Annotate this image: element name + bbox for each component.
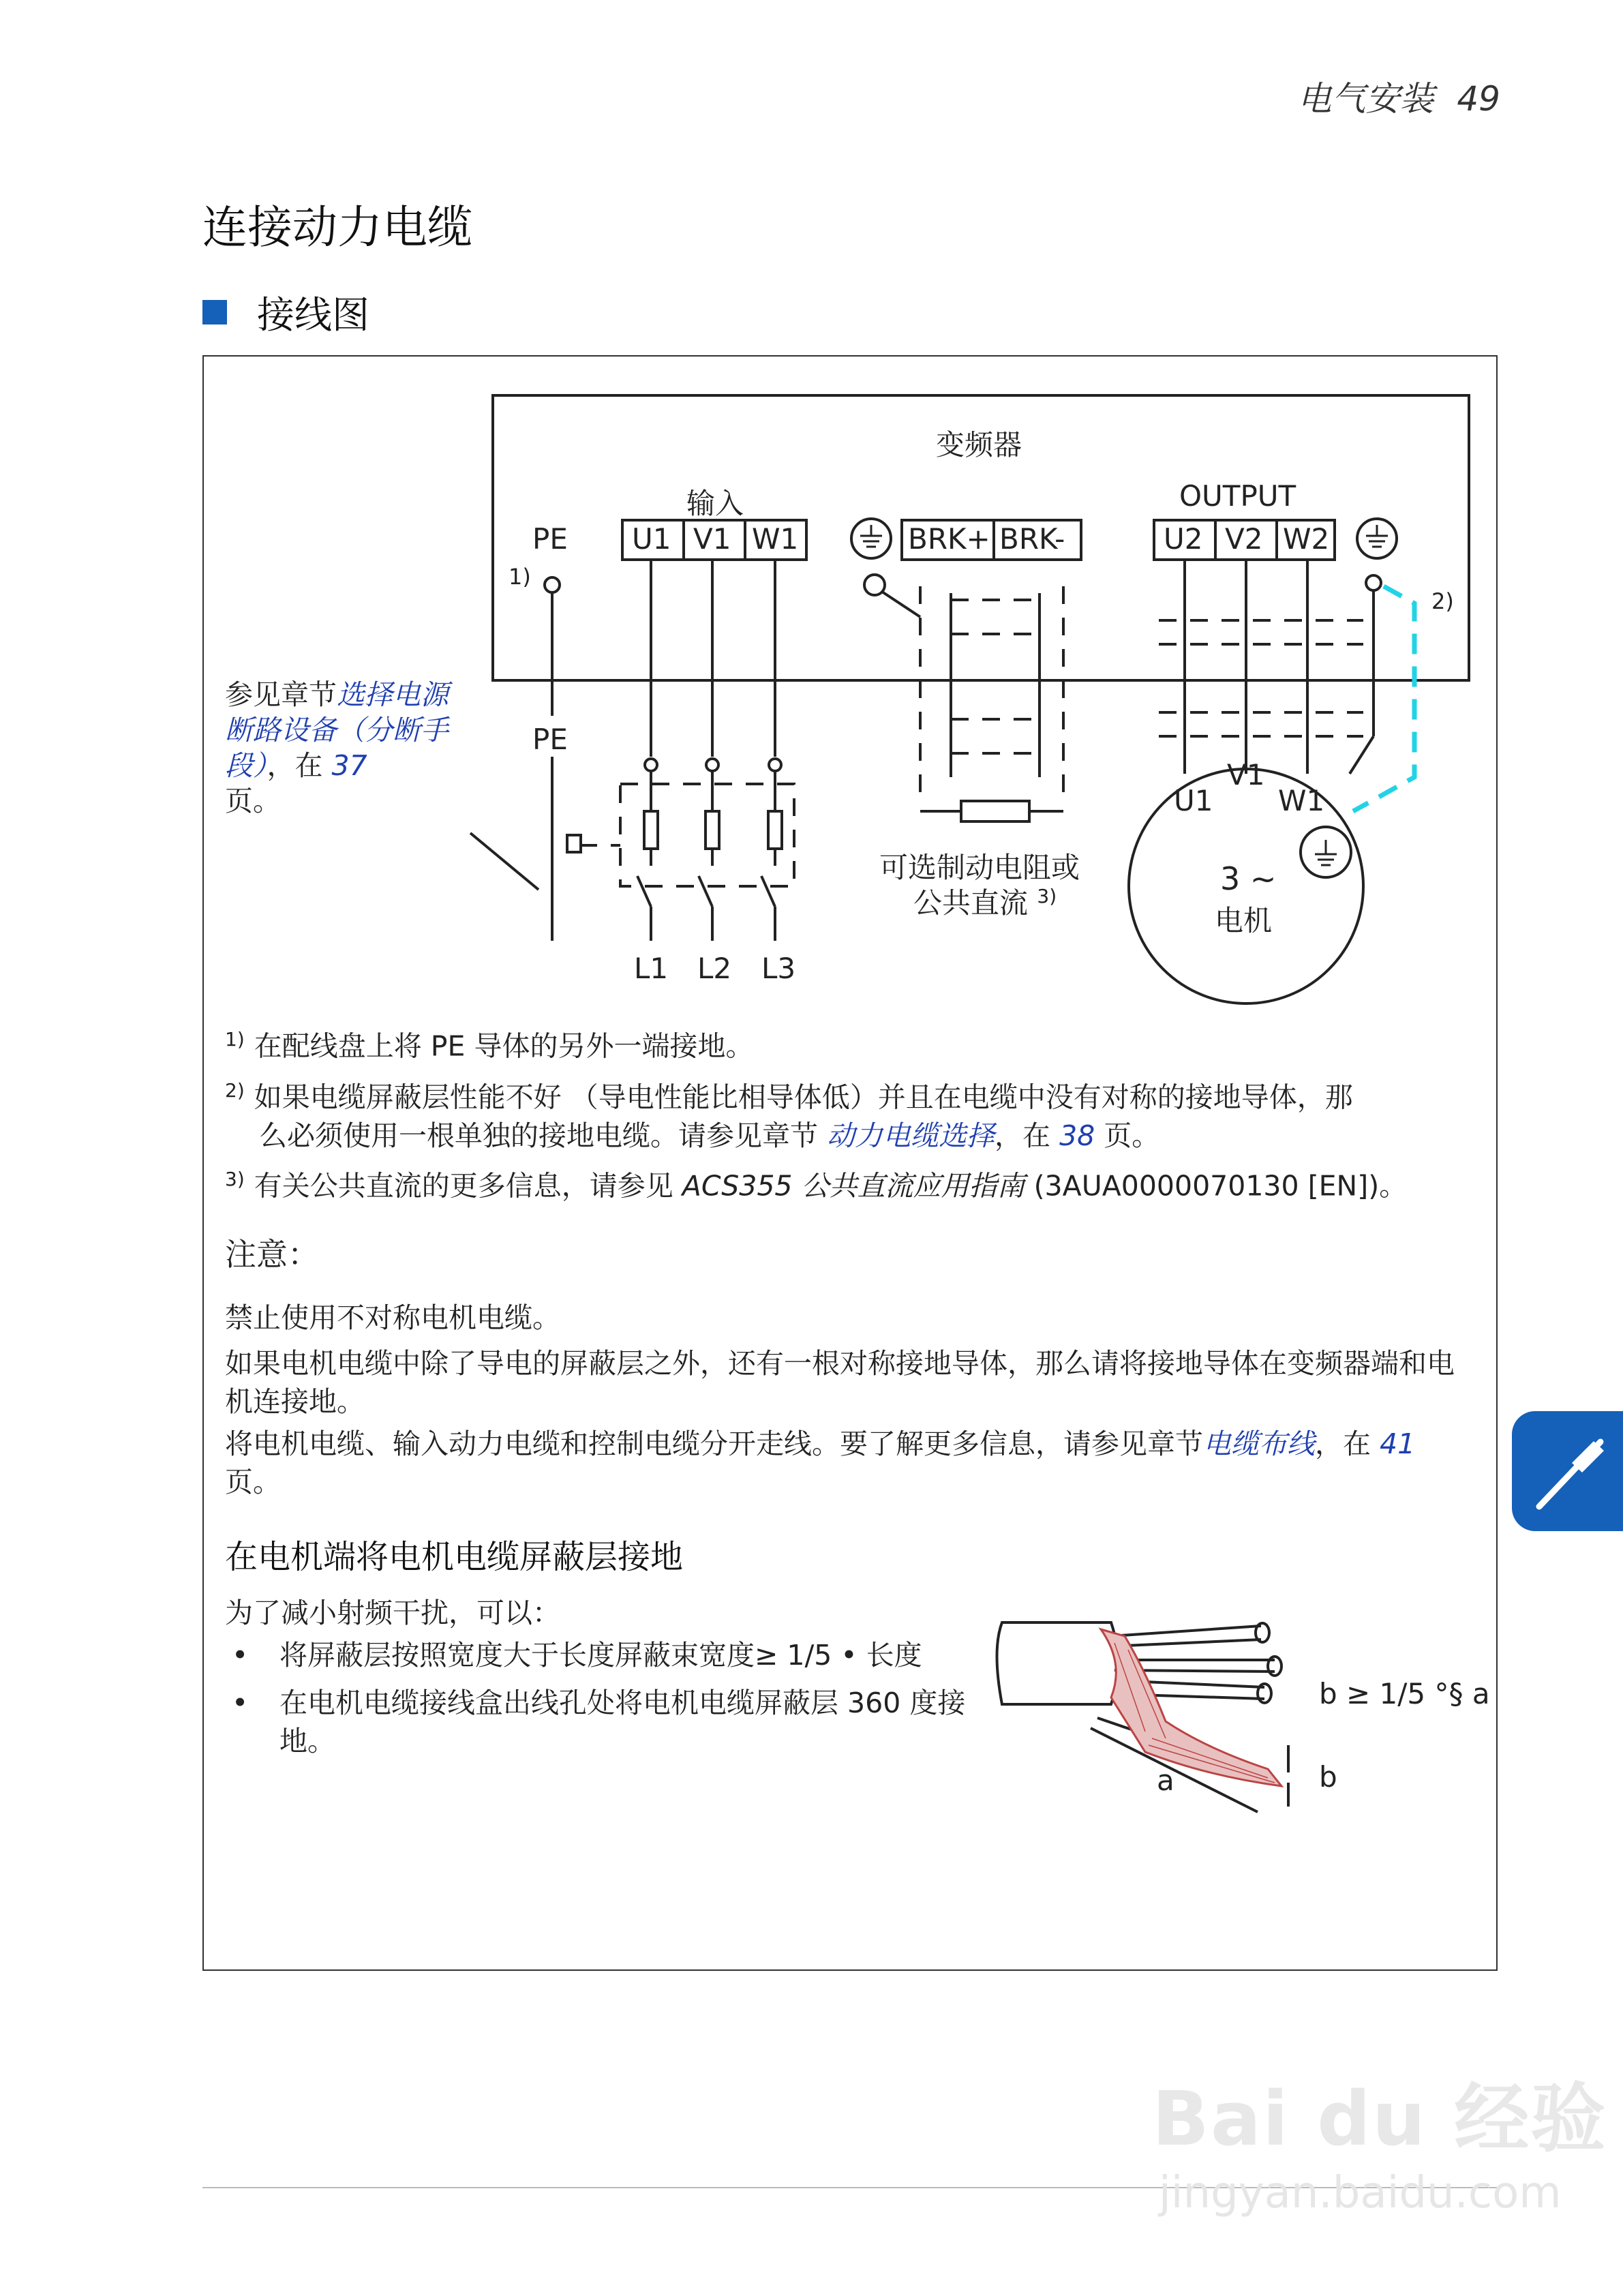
terminal-u2: U2 xyxy=(1164,522,1203,556)
terminal-v2: V2 xyxy=(1225,522,1263,556)
brake-caption-2: 公共直流 $^{3)}$ xyxy=(913,885,1057,920)
note-p2: 如果电机电缆中除了导电的屏蔽层之外，还有一根对称接地导体，那么请将接地导体在变频器端和电机连接地。 xyxy=(225,1347,1455,1418)
terminal-w1: W1 xyxy=(752,522,799,556)
motor-label: 电机 xyxy=(1215,904,1273,937)
note2-marker: 2) xyxy=(1431,588,1454,614)
figure-label-b: b xyxy=(1319,1760,1337,1794)
footnote-1: $^{1)}$ 在配线盘上将 PE 导体的另外一端接地。 xyxy=(225,1028,754,1063)
note-heading: 注意： xyxy=(225,1236,319,1273)
cable-shield-figure xyxy=(988,1595,1479,1841)
link-page-38[interactable]: 38 xyxy=(1059,1119,1095,1152)
watermark-url: jingyan.baidu.com xyxy=(1159,2168,1562,2218)
link-power-cable-selection[interactable]: 动力电缆选择 xyxy=(827,1119,995,1152)
header-section: 电气安装 xyxy=(1297,79,1434,119)
output-label: OUTPUT xyxy=(1179,479,1296,513)
brake-caption-1: 可选制动电阻或 xyxy=(879,851,1080,884)
wiring-diagram xyxy=(0,0,1623,1023)
motor-terminal-u1: U1 xyxy=(1174,784,1213,817)
page-number: 49 xyxy=(1457,79,1500,119)
terminal-v1: V1 xyxy=(693,522,731,556)
screwdriver-icon xyxy=(1512,1411,1623,1531)
link-page-41[interactable]: 41 xyxy=(1380,1428,1416,1460)
subsection-intro: 为了减小射频干扰，可以： xyxy=(225,1597,560,1629)
terminal-brk-plus: BRK+ xyxy=(908,522,990,556)
bullet-item-2: • 在电机电缆接线盒出线孔处将电机电缆屏蔽层 360 度接地。 xyxy=(232,1687,966,1757)
link-page-37[interactable]: 37 xyxy=(331,749,367,782)
link-disconnect-device[interactable]: 选择电源断路设备（分断手段） xyxy=(225,678,449,782)
line-l2: L2 xyxy=(697,952,732,985)
terminal-u1: U1 xyxy=(632,522,671,556)
chapter-tab[interactable] xyxy=(1512,1411,1623,1531)
motor-phase: 3 ~ xyxy=(1220,860,1277,897)
motor-terminal-w1: W1 xyxy=(1278,784,1325,817)
pe-mid-label: PE xyxy=(532,723,568,756)
terminal-brk-minus: BRK- xyxy=(999,522,1065,556)
side-note: 参见章节选择电源断路设备（分断手段），在 37 页。 xyxy=(225,678,449,817)
input-label: 输入 xyxy=(686,487,744,520)
note1-marker: 1) xyxy=(509,564,531,590)
link-cable-routing[interactable]: 电缆布线 xyxy=(1203,1428,1315,1460)
line-l1: L1 xyxy=(634,952,669,985)
page-title: 连接动力电缆 xyxy=(202,201,472,254)
line-l3: L3 xyxy=(761,952,796,985)
bullet-item-1: • 将屏蔽层按照宽度大于长度屏蔽束宽度≥ 1/5 • 长度 xyxy=(232,1639,922,1672)
subsection-heading: 在电机端将电机电缆屏蔽层接地 xyxy=(225,1538,684,1576)
figure-formula: b ≥ 1/5 °§ a xyxy=(1319,1677,1490,1710)
pe-top-label: PE xyxy=(532,522,568,556)
watermark-brand: Bai du 经验 xyxy=(1152,2075,1607,2162)
footnote-3: $^{3)}$ 有关公共直流的更多信息，请参见 ACS355 公共直流应用指南 (3AUA0000070130 [EN])。 xyxy=(225,1168,1408,1203)
footnote-2: $^{2)}$ 如果电缆屏蔽层性能不好 （导电性能比相导体低）并且在电缆中没有对称的接地导体，那 么必须使用一根单独的接地电缆。请参见章节 动力电缆选择，在 38 页。 xyxy=(225,1079,1353,1152)
drive-label: 变频器 xyxy=(936,428,1022,462)
note-p3: 将电机电缆、输入动力电缆和控制电缆分开走线。要了解更多信息，请参见章节电缆布线，在 41 页。 xyxy=(225,1428,1416,1498)
motor-terminal-v1: V1 xyxy=(1227,758,1265,791)
terminal-w2: W2 xyxy=(1283,522,1330,556)
section-heading-text: 接线图 xyxy=(257,293,370,337)
note-p1: 禁止使用不对称电机电缆。 xyxy=(225,1301,560,1334)
figure-label-a: a xyxy=(1157,1764,1174,1797)
